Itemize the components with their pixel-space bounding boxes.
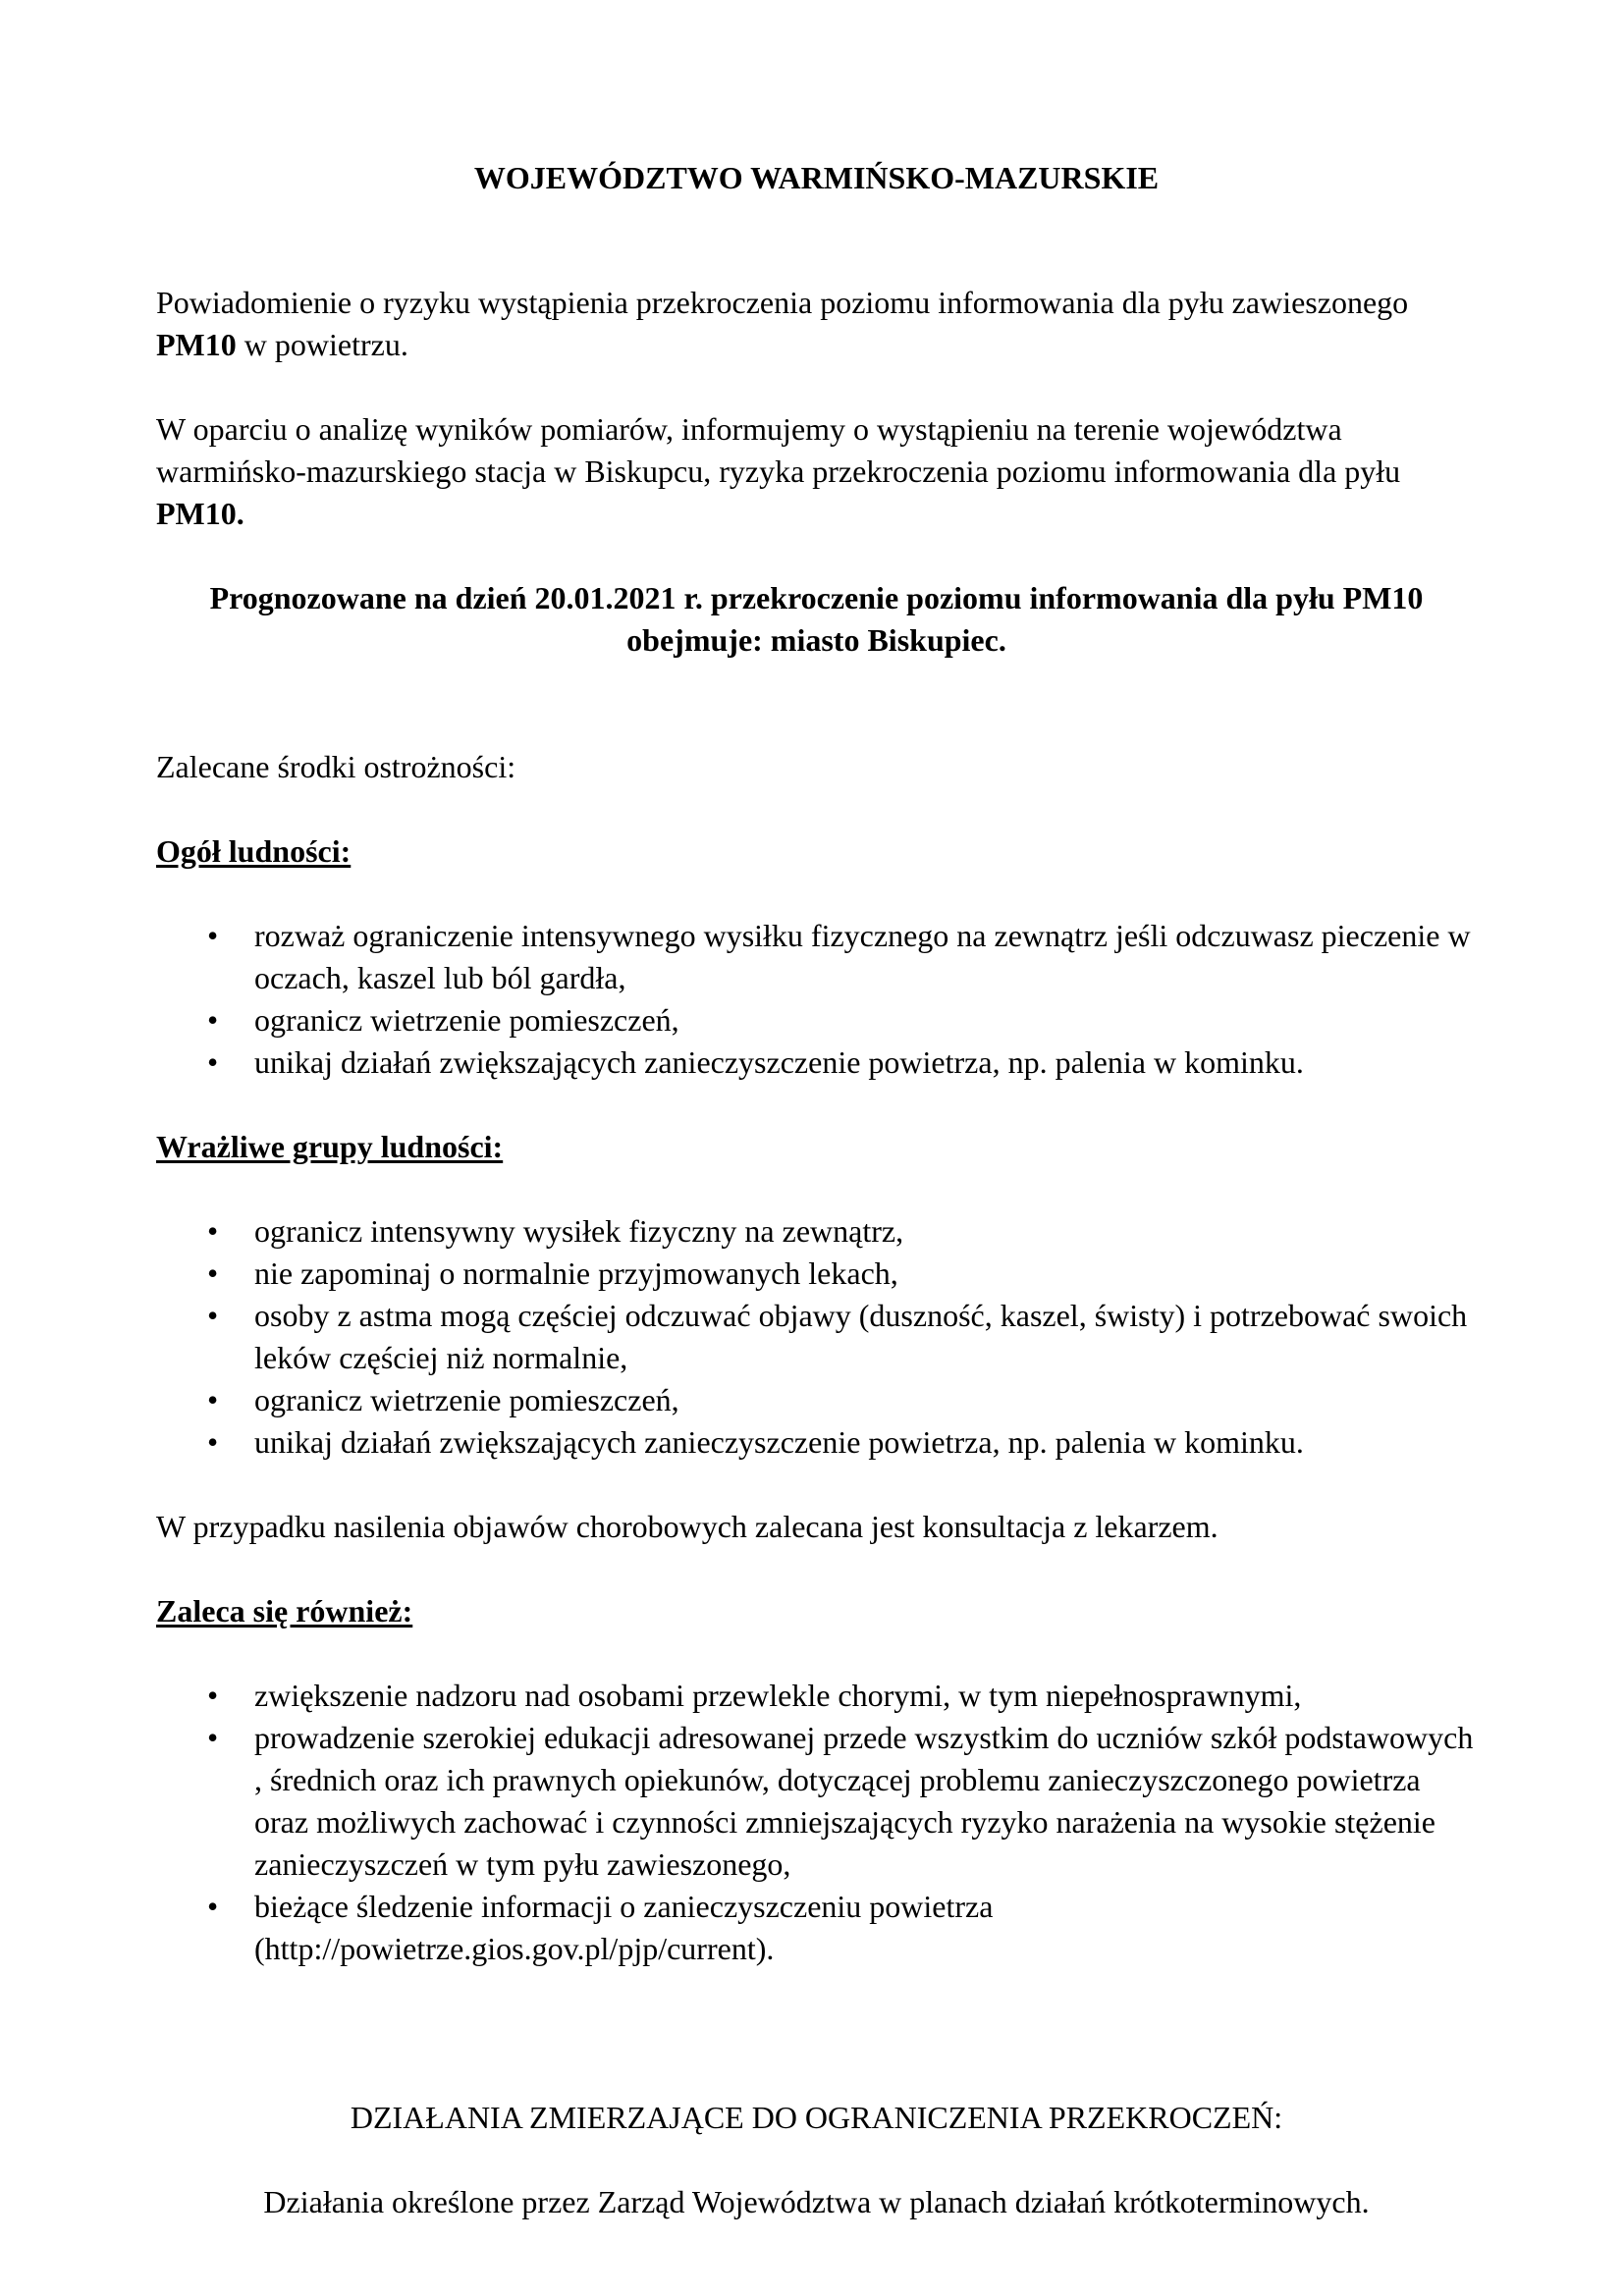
list-item-text: prowadzenie szerokiej edukacji adresowanej przede wszystkim do uczniów szkół podstawowych , średnich oraz ich prawnych opiekunów, dotyczącej problemu zanieczyszczonego powietrza oraz możliwych zachować i czynności zmniejszających ryzyko narażenia na wysokie stężenie zanieczyszczeń w tym pyłu zawieszonego,: [254, 1720, 1474, 1882]
bullet-icon: •: [207, 918, 219, 953]
list-item-text: ogranicz intensywny wysiłek fizyczny na zewnątrz,: [254, 1213, 904, 1249]
list-item: [156, 1886, 1477, 1970]
bullet-icon: •: [207, 1889, 219, 1924]
bullet-icon: •: [207, 1424, 219, 1460]
list-item-text: bieżące śledzenie informacji o zanieczyszczeniu powietrza (http://powietrze.gios.gov.pl/pjp/current).: [254, 1889, 994, 1966]
section-heading-sensitive-groups: Wrażliwe grupy ludności:: [156, 1129, 504, 1164]
list-item-text: ogranicz wietrzenie pomieszczeń,: [254, 1382, 679, 1417]
sensitive-groups-list: [156, 1210, 1477, 1464]
document-content: [156, 157, 1477, 2223]
list-item: [156, 1421, 1477, 1464]
forecast-line-1: Prognozowane na dzień 20.01.2021 r. przekroczenie poziomu informowania dla pyłu PM10: [209, 580, 1424, 615]
intro-text: Powiadomienie o ryzyku wystąpienia przekroczenia poziomu informowania dla pyłu zawieszonego: [156, 285, 1409, 320]
forecast-line-2: obejmuje: miasto Biskupiec.: [626, 622, 1006, 658]
bullet-icon: •: [207, 1255, 219, 1291]
list-item-text: zwiększenie nadzoru nad osobami przewlekle chorymi, w tym niepełnosprawnymi,: [254, 1678, 1302, 1713]
list-item: [156, 1253, 1477, 1295]
list-item-text: nie zapominaj o normalnie przyjmowanych lekach,: [254, 1255, 898, 1291]
list-item: [156, 915, 1477, 999]
analysis-pollutant: PM10.: [156, 496, 244, 531]
section-heading-general-population: Ogół ludności:: [156, 833, 352, 869]
list-item-text: rozważ ograniczenie intensywnego wysiłku fizycznego na zewnątrz jeśli odczuwasz pieczenie w oczach, kaszel lub ból gardła,: [254, 918, 1471, 995]
list-item: [156, 1295, 1477, 1379]
list-item-text: ogranicz wietrzenie pomieszczeń,: [254, 1002, 679, 1038]
also-recommended-list: [156, 1675, 1477, 1970]
section-heading-also-recommended: Zaleca się również:: [156, 1593, 413, 1629]
bullet-icon: •: [207, 1213, 219, 1249]
list-item-text: unikaj działań zwiększających zanieczyszczenie powietrza, np. palenia w kominku.: [254, 1044, 1304, 1080]
consultation-note: W przypadku nasilenia objawów chorobowych zalecana jest konsultacja z lekarzem.: [156, 1509, 1218, 1544]
analysis-text: W oparciu o analizę wyników pomiarów, informujemy o wystąpieniu na terenie województwa warmińsko-mazurskiego stacja w Biskupcu, ryzyka przekroczenia poziomu informowania dla pyłu: [156, 411, 1401, 489]
actions-heading: DZIAŁANIA ZMIERZAJĄCE DO OGRANICZENIA PRZEKROCZEŃ:: [350, 2100, 1283, 2135]
intro-tail: w powietrzu.: [236, 327, 408, 362]
forecast-notice: [156, 577, 1477, 662]
bullet-icon: •: [207, 1382, 219, 1417]
bullet-icon: •: [207, 1720, 219, 1755]
list-item: [156, 999, 1477, 1041]
list-item-text: osoby z astma mogą częściej odczuwać objawy (duszność, kaszel, świsty) i potrzebować swoich leków częściej niż normalnie,: [254, 1298, 1468, 1375]
bullet-icon: •: [207, 1002, 219, 1038]
actions-body: Działania określone przez Zarząd Województwa w planach działań krótkoterminowych.: [263, 2184, 1370, 2219]
bullet-icon: •: [207, 1044, 219, 1080]
list-item: [156, 1675, 1477, 1717]
list-item: [156, 1210, 1477, 1253]
analysis-paragraph: [156, 408, 1477, 535]
bullet-icon: •: [207, 1298, 219, 1333]
general-population-list: [156, 915, 1477, 1084]
list-item: [156, 1041, 1477, 1084]
list-item: [156, 1379, 1477, 1421]
intro-pollutant: PM10: [156, 327, 237, 362]
bullet-icon: •: [207, 1678, 219, 1713]
document-title: WOJEWÓDZTWO WARMIŃSKO-MAZURSKIE: [473, 160, 1160, 195]
list-item: [156, 1717, 1477, 1886]
list-item-text: unikaj działań zwiększających zanieczyszczenie powietrza, np. palenia w kominku.: [254, 1424, 1304, 1460]
intro-paragraph: [156, 282, 1477, 366]
recommended-measures-label: Zalecane środki ostrożności:: [156, 749, 516, 784]
